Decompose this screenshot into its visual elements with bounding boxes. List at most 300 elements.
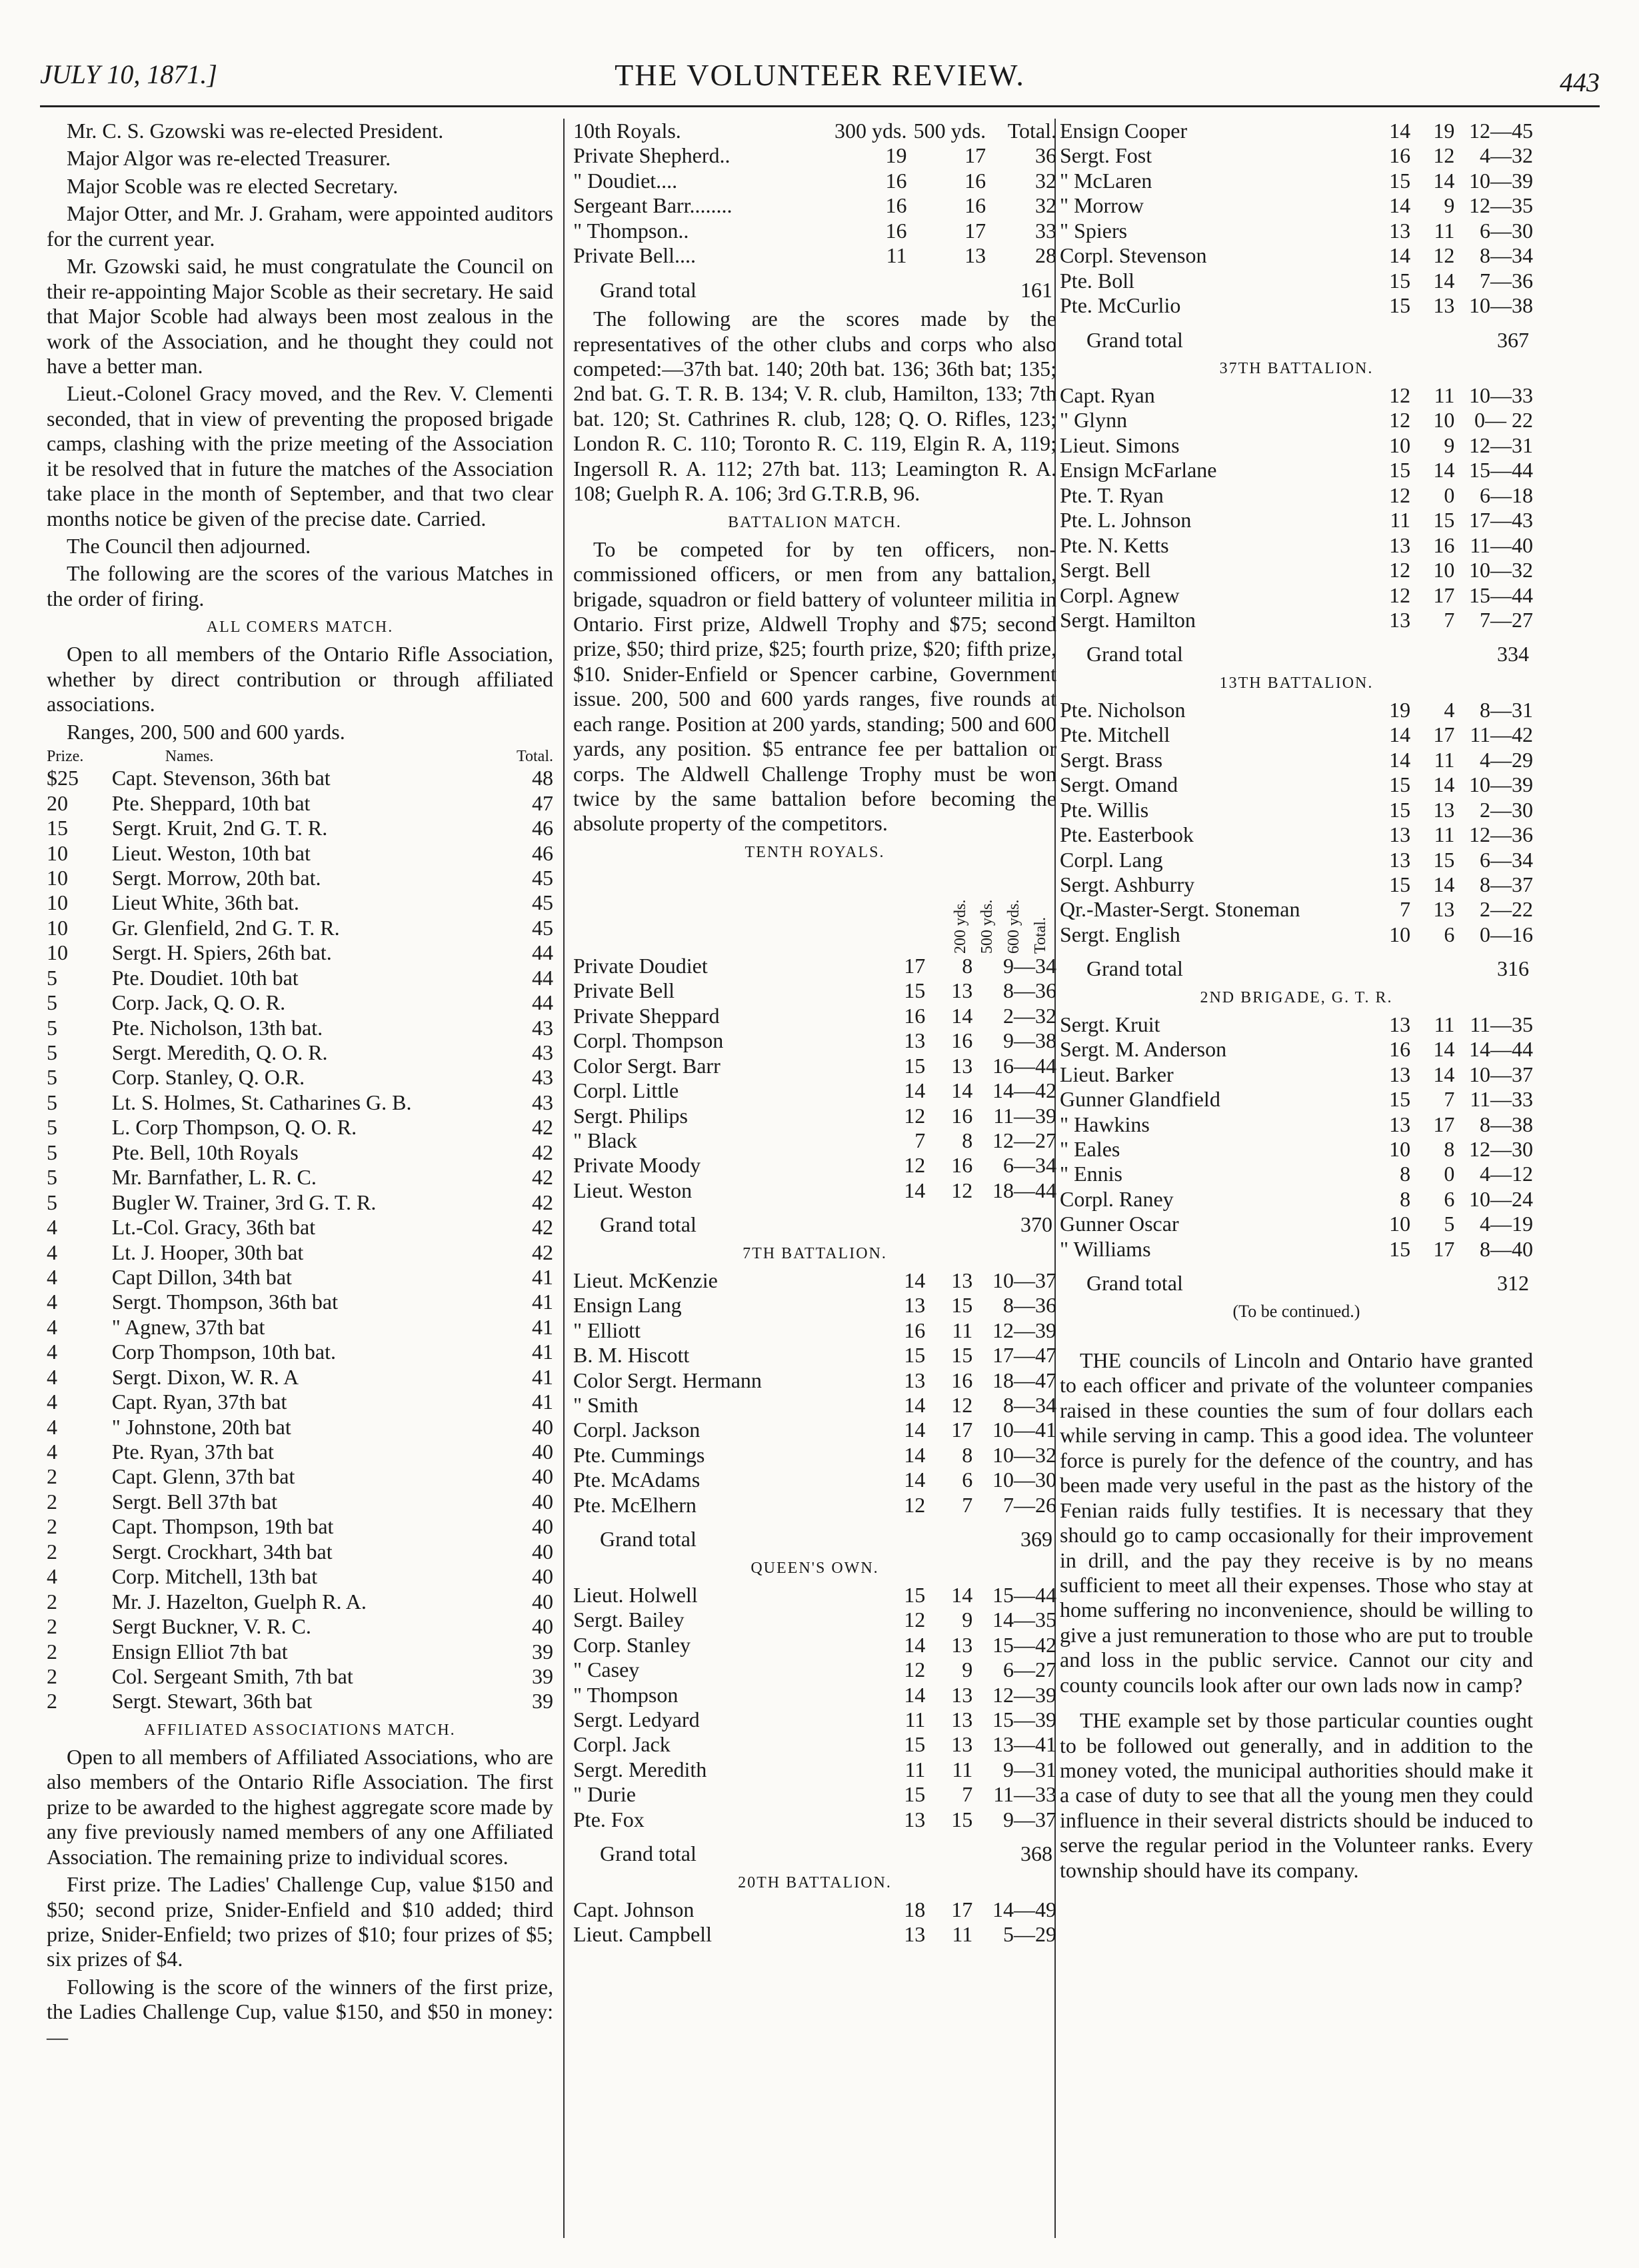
prize-amount: 4 bbox=[47, 1215, 57, 1240]
score-cell: 10 bbox=[1389, 1212, 1411, 1236]
section-title: ALL COMERS MATCH. bbox=[206, 618, 394, 636]
grand-total bbox=[1060, 642, 1533, 666]
table-row bbox=[573, 1004, 1056, 1028]
prize-amount: 5 bbox=[47, 1090, 57, 1114]
score-cell: 7 bbox=[1444, 607, 1455, 632]
score-cell: 9 bbox=[962, 1608, 973, 1632]
score-cell: 6 bbox=[1444, 1186, 1455, 1211]
score-cell: 9 bbox=[1444, 433, 1455, 457]
score-cell: 13 bbox=[951, 1632, 973, 1657]
competitor-name: Sergt. Bell 37th bat bbox=[111, 1489, 277, 1514]
prize-amount: 10 bbox=[47, 865, 68, 890]
score-cell: 4 bbox=[1444, 697, 1455, 722]
prize-amount: 5 bbox=[47, 1115, 57, 1140]
competitor-name: " Spiers bbox=[1060, 218, 1128, 243]
score-cell: 13 bbox=[951, 1682, 973, 1707]
score-cell: 15 bbox=[1389, 168, 1411, 193]
table-row bbox=[1060, 219, 1533, 243]
total-header: Total. bbox=[517, 748, 553, 766]
table-row bbox=[573, 1707, 1056, 1732]
table-row bbox=[1060, 1062, 1533, 1087]
competitor-name: Sergt. Ashburry bbox=[1060, 872, 1195, 896]
score-cell: 12—39 bbox=[992, 1682, 1056, 1707]
score-cell: 13 bbox=[1389, 1062, 1411, 1086]
competitor-name: Lieut. Holwell bbox=[573, 1582, 698, 1607]
score-cell: 14 bbox=[1433, 1037, 1455, 1062]
score-cell: 16 bbox=[885, 218, 907, 243]
paragraph: THE councils of Lincoln and Ontario have granted to each officer and private of the volunteer companies raised in these counties the sum of four dollars each while serving in camp. This a good idea. The volunteer force is purely for the defence of the country, and has been made very useful in the past as the history of the Fenian raids fully testifies. It is necessary that they should go to camp occasionally for their improvement in drill, and the pay they receive is by no means sufficient to meet all their expenses. Those who stay at home suffering no inconvenience, should be willing to give a just remuneration to those who are put to trouble and loss in the public service. Cannot our city and county councils look after our own lads now in camp? bbox=[1060, 1348, 1533, 1697]
competitor-name: " Casey bbox=[573, 1658, 640, 1682]
score-total: 40 bbox=[532, 1614, 553, 1639]
score-cell: 15 bbox=[1389, 772, 1411, 797]
score-cell: 13 bbox=[904, 1368, 926, 1392]
competitor-name: Pte. McCurlio bbox=[1060, 293, 1181, 318]
score-cell: 17—47 bbox=[992, 1343, 1056, 1368]
score-cell: 8 bbox=[962, 1128, 973, 1153]
table-row bbox=[1060, 269, 1533, 293]
competitor-name: Pte. Fox bbox=[573, 1807, 645, 1831]
score-table bbox=[573, 954, 1056, 1203]
score-cell: 16 bbox=[1389, 143, 1411, 168]
prize-amount: 2 bbox=[47, 1539, 57, 1564]
table-row bbox=[47, 1514, 553, 1539]
competitor-name: Corp Thompson, 10th bat. bbox=[111, 1340, 336, 1364]
score-cell: 10 bbox=[1433, 408, 1455, 433]
competitor-name: Pte. Doudiet. 10th bat bbox=[111, 965, 299, 990]
names-header: Names. bbox=[165, 748, 214, 766]
table-row bbox=[1060, 822, 1533, 847]
table-row bbox=[1060, 848, 1533, 872]
score-cell: 16 bbox=[951, 1103, 973, 1128]
score-cell: 8 bbox=[1400, 1162, 1411, 1186]
table-row bbox=[1060, 408, 1533, 433]
score-cell: 13 bbox=[904, 1922, 926, 1947]
grand-total-value: 316 bbox=[1497, 956, 1529, 981]
prize-amount: 4 bbox=[47, 1564, 57, 1589]
paragraph: Following is the score of the winners of the first prize, the Ladies Challenge Cup, value $150, and $50 in money:— bbox=[47, 1974, 553, 2049]
table-row bbox=[1060, 1237, 1533, 1262]
prize-amount: 10 bbox=[47, 890, 68, 915]
score-cell: 8 bbox=[962, 953, 973, 978]
table-row bbox=[47, 1440, 553, 1464]
table-row bbox=[573, 1683, 1056, 1707]
score-cell: 13 bbox=[951, 1268, 973, 1292]
score-cell: 11—42 bbox=[1470, 722, 1533, 747]
score-cell: 4—32 bbox=[1480, 143, 1533, 168]
table-row bbox=[47, 1165, 553, 1190]
score-cell: 9—38 bbox=[1003, 1028, 1056, 1053]
table-row bbox=[1060, 243, 1533, 268]
prize-header: Prize. bbox=[47, 748, 84, 766]
competitor-name: Private Shepherd.. bbox=[573, 143, 731, 168]
competitor-name: Private Moody bbox=[573, 1153, 701, 1178]
paragraph: Open to all members of Affiliated Associations, who are also members of the Ontario Rifle Association. The first prize to be awarded to the highest aggregate score made by any five previously named members of any one Affiliated Association. The remaining prize to individual scores. bbox=[47, 1744, 553, 1869]
score-cell: 14 bbox=[1389, 747, 1411, 772]
table-row bbox=[47, 1590, 553, 1614]
section-title: TENTH ROYALS. bbox=[745, 843, 885, 861]
score-total: 43 bbox=[532, 1040, 553, 1065]
competitor-name: " Eales bbox=[1060, 1136, 1120, 1161]
score-sections bbox=[1060, 119, 1533, 1296]
score-cell: 8—36 bbox=[1003, 978, 1056, 1003]
score-cell: 11—40 bbox=[1470, 533, 1533, 557]
score-cell: 13 bbox=[904, 1807, 926, 1831]
score-total: 42 bbox=[532, 1190, 553, 1214]
competitor-name: Sergt. Omand bbox=[1060, 772, 1178, 797]
table-row bbox=[47, 1315, 553, 1340]
table-row bbox=[47, 1016, 553, 1040]
competitor-name: Pte. T. Ryan bbox=[1060, 483, 1164, 507]
table-row bbox=[1060, 119, 1533, 143]
prize-amount: 2 bbox=[47, 1614, 57, 1639]
score-cell: 10—32 bbox=[992, 1442, 1056, 1467]
score-cell: 7—36 bbox=[1480, 268, 1533, 293]
score-cell: 7 bbox=[962, 1782, 973, 1807]
competitor-name: Gunner Oscar bbox=[1060, 1212, 1179, 1236]
score-cell: 2—22 bbox=[1480, 897, 1533, 922]
score-total: 44 bbox=[532, 965, 553, 990]
score-cell: 12—36 bbox=[1469, 822, 1533, 847]
score-cell: 12—45 bbox=[1469, 119, 1533, 143]
competitor-name: Pte. McElhern bbox=[573, 1492, 697, 1517]
score-total: 45 bbox=[532, 915, 553, 940]
score-cell: 9—34 bbox=[1003, 953, 1056, 978]
score-table bbox=[1060, 698, 1533, 947]
score-cell: 5 bbox=[1444, 1212, 1455, 1236]
competitor-name: " Elliott bbox=[573, 1318, 641, 1342]
table-row bbox=[1060, 1162, 1533, 1186]
paragraph: The Council then adjourned. bbox=[67, 534, 311, 558]
competitor-name: Sergt. Brass bbox=[1060, 747, 1163, 772]
score-cell: 14 bbox=[1433, 872, 1455, 896]
table-row bbox=[573, 978, 1056, 1003]
score-cell: 7 bbox=[914, 1128, 926, 1153]
table-row bbox=[1060, 458, 1533, 483]
grand-total-label: Grand total bbox=[600, 1212, 697, 1237]
table-row bbox=[47, 816, 553, 840]
score-total: 42 bbox=[532, 1240, 553, 1264]
score-cell: 17 bbox=[964, 218, 986, 243]
score-cell: 4—19 bbox=[1480, 1212, 1533, 1236]
score-total: 42 bbox=[532, 1165, 553, 1190]
score-cell: 17 bbox=[951, 1418, 973, 1442]
score-cell: 10—37 bbox=[1469, 1062, 1533, 1086]
header-cell: 10th Royals. bbox=[573, 119, 681, 143]
score-cell: 0 bbox=[1444, 483, 1455, 507]
score-cell: 17 bbox=[951, 1897, 973, 1921]
paragraph: The following are the scores made by the representatives of the other clubs and corps who also competed:—37th bat. 140; 20th bat. 136; 36th bat; 135; 2nd bat. G. T. R. B. 134; V. R. club, Hamilton, 133; 7th bat. 120; St. Cathrines R. club, 128; Q. O. Rifles, 123; London R. C. 110; Toronto R. C. 119, Elgin R. A, 119; Ingersoll R. A. 112; 27th bat. 113; Leamington R. A. 108; Guelph R. A. 106; 3rd G.T.R.B, 96. bbox=[573, 307, 1056, 506]
score-cell: 16 bbox=[964, 168, 986, 193]
score-cell: 28 bbox=[1035, 243, 1056, 268]
score-cell: 17 bbox=[1433, 722, 1455, 747]
score-cell: 10—38 bbox=[1469, 293, 1533, 318]
prize-amount: 5 bbox=[47, 1140, 57, 1164]
grand-total-value: 161 bbox=[1020, 277, 1052, 302]
paragraph: The following are the scores of the various Matches in the order of firing. bbox=[47, 561, 553, 610]
score-cell: 15 bbox=[904, 1582, 926, 1607]
table-row bbox=[573, 1493, 1056, 1518]
table-row bbox=[1060, 508, 1533, 533]
paragraph: First prize. The Ladies' Challenge Cup, value $150 and $50; second prize, Snider-Enfield and $10 added; third prize, Snider-Enfield; two prizes of $10; four prizes of $5; six prizes of $4. bbox=[47, 1872, 553, 1971]
score-total: 48 bbox=[532, 766, 553, 790]
competitor-name: Sergt. Thompson, 36th bat bbox=[111, 1290, 338, 1314]
grand-total bbox=[573, 278, 1056, 303]
score-cell: 0—16 bbox=[1480, 922, 1533, 946]
score-cell: 16 bbox=[904, 1003, 926, 1028]
score-cell: 17 bbox=[904, 953, 926, 978]
table-row bbox=[47, 1090, 553, 1115]
competitor-name: Corpl. Little bbox=[573, 1078, 679, 1103]
score-cell: 11 bbox=[1434, 747, 1455, 772]
table-row bbox=[573, 1178, 1056, 1203]
score-total: 43 bbox=[532, 1065, 553, 1090]
score-table bbox=[573, 1583, 1056, 1832]
competitor-name: Corp. Jack, Q. O. R. bbox=[111, 990, 286, 1015]
prize-amount: 5 bbox=[47, 990, 57, 1015]
paragraph: THE example set by those particular counties ought to be followed out generally, and in addition to the money voted, the municipal authorities should make it a case of duty to see that all the young men they could influence in their several districts should be induced to serve the regular period in the Volunteer ranks. Every township should have its company. bbox=[1060, 1708, 1533, 1882]
competitor-name: Corpl. Stevenson bbox=[1060, 243, 1207, 268]
royals-table bbox=[573, 119, 1056, 269]
table-row bbox=[573, 1897, 1056, 1922]
grand-total-value: 334 bbox=[1497, 642, 1529, 666]
score-cell: 6—30 bbox=[1480, 218, 1533, 243]
score-cell: 14 bbox=[904, 1393, 926, 1418]
competitor-name: Lieut. Barker bbox=[1060, 1062, 1174, 1086]
competitor-name: Pte. Nicholson bbox=[1060, 697, 1186, 722]
score-cell: 7 bbox=[1400, 897, 1411, 922]
score-cell: 11 bbox=[904, 1757, 926, 1781]
score-cell: 6—18 bbox=[1480, 483, 1533, 507]
score-total: 39 bbox=[532, 1639, 553, 1664]
table-row bbox=[1060, 169, 1533, 193]
column-2 bbox=[573, 119, 1056, 1947]
competitor-name: Sergt. Philips bbox=[573, 1103, 688, 1128]
competitor-name: B. M. Hiscott bbox=[573, 1343, 690, 1368]
score-total: 42 bbox=[532, 1140, 553, 1164]
score-cell: 14 bbox=[904, 1268, 926, 1292]
competitor-name: Corpl. Thompson bbox=[573, 1028, 724, 1053]
score-cell: 16 bbox=[1389, 1037, 1411, 1062]
score-cell: 13 bbox=[1433, 293, 1455, 318]
score-cell: 13—41 bbox=[992, 1732, 1056, 1757]
competitor-name: Corpl. Lang bbox=[1060, 847, 1163, 872]
table-row bbox=[47, 1065, 553, 1090]
prize-amount: 15 bbox=[47, 816, 68, 840]
score-cell: 14 bbox=[1389, 119, 1411, 143]
competitor-name: Gunner Glandfield bbox=[1060, 1087, 1220, 1112]
table-row bbox=[573, 1658, 1056, 1682]
score-total: 40 bbox=[532, 1464, 553, 1489]
table-row bbox=[1060, 558, 1533, 582]
header-cell: 500 yds. bbox=[913, 119, 986, 143]
score-cell: 19 bbox=[1433, 119, 1455, 143]
column-headings bbox=[573, 867, 1050, 954]
table-row bbox=[573, 1782, 1056, 1807]
competitor-name: Lt. S. Holmes, St. Catharines G. B. bbox=[111, 1090, 412, 1114]
competitor-name: " McLaren bbox=[1060, 168, 1152, 193]
competitor-name: Private Bell.... bbox=[573, 243, 696, 268]
score-cell: 14—42 bbox=[992, 1078, 1056, 1103]
competitor-name: Sergt. Meredith, Q. O. R. bbox=[111, 1040, 328, 1065]
score-cell: 9—31 bbox=[1003, 1757, 1056, 1781]
score-cell: 10—32 bbox=[1469, 558, 1533, 582]
score-cell: 10—24 bbox=[1469, 1186, 1533, 1211]
table-row bbox=[1060, 1087, 1533, 1112]
competitor-name: Corp. Mitchell, 13th bat bbox=[111, 1564, 318, 1589]
table-row bbox=[573, 143, 1056, 168]
score-cell: 10—30 bbox=[992, 1468, 1056, 1492]
competitor-name: Lieut. Weston, 10th bat bbox=[111, 840, 311, 865]
score-cell: 11 bbox=[1434, 383, 1455, 408]
score-cell: 15—42 bbox=[992, 1632, 1056, 1657]
table-row bbox=[573, 1028, 1056, 1053]
grand-total-value: 368 bbox=[1020, 1841, 1052, 1866]
table-row bbox=[573, 1343, 1056, 1368]
score-total: 40 bbox=[532, 1489, 553, 1514]
score-cell: 8 bbox=[962, 1442, 973, 1467]
table-row bbox=[573, 1757, 1056, 1782]
score-cell: 17 bbox=[1433, 1236, 1455, 1261]
table-row bbox=[47, 1540, 553, 1564]
grand-total bbox=[573, 1527, 1056, 1552]
table-row bbox=[1060, 143, 1533, 168]
competitor-name: " Glynn bbox=[1060, 408, 1128, 433]
score-cell: 15 bbox=[951, 1343, 973, 1368]
table-row bbox=[573, 243, 1056, 268]
score-cell: 14 bbox=[904, 1078, 926, 1103]
table-row bbox=[573, 954, 1056, 978]
competitor-name: " Durie bbox=[573, 1782, 636, 1807]
score-cell: 16 bbox=[1433, 533, 1455, 557]
competitor-name: Corpl. Raney bbox=[1060, 1186, 1174, 1211]
score-cell: 15—44 bbox=[992, 1582, 1056, 1607]
competitor-name: Capt. Johnson bbox=[573, 1897, 695, 1921]
score-cell: 13 bbox=[1433, 797, 1455, 822]
table-row bbox=[573, 1078, 1056, 1103]
table-row bbox=[1060, 533, 1533, 558]
section-title: QUEEN'S OWN. bbox=[751, 1559, 879, 1577]
score-cell: 5—29 bbox=[1003, 1922, 1056, 1947]
score-cell: 12—39 bbox=[992, 1318, 1056, 1342]
table-row bbox=[47, 1340, 553, 1364]
score-table bbox=[1060, 119, 1533, 319]
score-cell: 14 bbox=[904, 1682, 926, 1707]
score-cell: 16 bbox=[904, 1318, 926, 1342]
competitor-name: Ensign Lang bbox=[573, 1293, 682, 1318]
paragraph: Mr. Gzowski said, he must congratulate the Council on their re-appointing Major Scoble as their secretary. He said that Major Scoble had always been most zealous in the work of the Association, and he thought they could not have a better man. bbox=[47, 254, 553, 378]
competitor-name: Pte. Boll bbox=[1060, 268, 1135, 293]
score-cell: 18—44 bbox=[992, 1178, 1056, 1202]
grand-total bbox=[1060, 956, 1533, 981]
competitor-name: Capt Dillon, 34th bat bbox=[111, 1264, 292, 1289]
paragraph: Major Scoble was re elected Secretary. bbox=[67, 173, 399, 198]
grand-total bbox=[1060, 328, 1533, 353]
paragraph: To be competed for by ten officers, non-commissioned officers, or men from any battalion, brigade, squadron or field battery of volunteer militia in Ontario. First prize, Aldwell Trophy and $75; second prize, $50; third prize, $25; fourth prize, $20; fifth prize, $10. Snider-Enfield or Spencer carbine, Government issue. 200, 500 and 600 yards ranges, five rounds at each range. Position at 200 yards, standing; 500 and 600 yards, any position. $5 entrance fee per battalion or corps. The Aldwell Challenge Trophy must be won twice by the same battalion before becoming the absolute property of the competitors. bbox=[573, 537, 1056, 836]
table-row bbox=[47, 841, 553, 866]
competitor-name: " Ennis bbox=[1060, 1162, 1122, 1186]
score-cell: 14 bbox=[904, 1468, 926, 1492]
score-cell: 4—29 bbox=[1480, 747, 1533, 772]
score-cell: 15 bbox=[1433, 847, 1455, 872]
score-cell: 12 bbox=[904, 1658, 926, 1682]
score-cell: 11 bbox=[904, 1707, 926, 1731]
score-cell: 17—43 bbox=[1469, 508, 1533, 533]
table-row bbox=[573, 169, 1056, 193]
competitor-name: Color Sergt. Barr bbox=[573, 1053, 721, 1078]
score-cell: 16 bbox=[951, 1153, 973, 1178]
score-cell: 12 bbox=[951, 1178, 973, 1202]
score-total: 40 bbox=[532, 1440, 553, 1464]
table-row bbox=[573, 1922, 1056, 1947]
competitor-name: Pte. Mitchell bbox=[1060, 722, 1170, 747]
competitor-name: " Thompson.. bbox=[573, 218, 689, 243]
prize-amount: 10 bbox=[47, 940, 68, 965]
score-cell: 13 bbox=[904, 1028, 926, 1053]
score-cell: 13 bbox=[904, 1293, 926, 1318]
table-row bbox=[573, 1293, 1056, 1318]
competitor-name: Lieut. Campbell bbox=[573, 1922, 712, 1947]
table-row bbox=[47, 1390, 553, 1414]
competitor-name: " Thompson bbox=[573, 1682, 679, 1707]
competitor-name: Corp. Stanley, Q. O.R. bbox=[111, 1065, 305, 1090]
score-total: 41 bbox=[532, 1390, 553, 1414]
score-cell: 12 bbox=[1389, 383, 1411, 408]
table-row bbox=[573, 1393, 1056, 1418]
score-cell: 9 bbox=[1444, 193, 1455, 218]
table-row bbox=[573, 1583, 1056, 1608]
table-row bbox=[1060, 433, 1533, 458]
table-row bbox=[47, 1640, 553, 1664]
score-cell: 16 bbox=[964, 193, 986, 218]
score-cell: 13 bbox=[1389, 533, 1411, 557]
score-cell: 15 bbox=[904, 1053, 926, 1078]
score-cell: 11 bbox=[952, 1318, 973, 1342]
prize-amount: 5 bbox=[47, 1190, 57, 1214]
competitor-name: Lieut White, 36th bat. bbox=[111, 890, 299, 915]
score-cell: 0— 22 bbox=[1474, 408, 1533, 433]
table-row bbox=[1060, 1187, 1533, 1212]
section-title: 20TH BATTALION. bbox=[738, 1873, 892, 1891]
table-row bbox=[573, 1468, 1056, 1492]
table-row bbox=[573, 1368, 1056, 1393]
score-cell: 15—44 bbox=[1469, 458, 1533, 483]
score-cell: 10—39 bbox=[1469, 168, 1533, 193]
score-cell: 16—44 bbox=[992, 1053, 1056, 1078]
score-table bbox=[1060, 383, 1533, 632]
prize-amount: 5 bbox=[47, 1165, 57, 1190]
prize-amount: 2 bbox=[47, 1664, 57, 1688]
competitor-name: Mr. J. Hazelton, Guelph R. A. bbox=[111, 1589, 367, 1614]
competitor-name: " Hawkins bbox=[1060, 1112, 1150, 1136]
prize-amount: 5 bbox=[47, 965, 57, 990]
section-title: AFFILIATED ASSOCIATIONS MATCH. bbox=[144, 1721, 456, 1739]
table-row bbox=[573, 1128, 1056, 1153]
prize-table bbox=[47, 747, 553, 1714]
section-title: 37TH BATTALION. bbox=[1219, 359, 1374, 377]
intro-paragraphs bbox=[47, 119, 553, 611]
score-cell: 13 bbox=[1389, 218, 1411, 243]
competitor-name: Pte. Cummings bbox=[573, 1442, 705, 1467]
table-row bbox=[1060, 1212, 1533, 1236]
score-cell: 13 bbox=[964, 243, 986, 268]
score-cell: 14 bbox=[904, 1178, 926, 1202]
score-cell: 4—12 bbox=[1480, 1162, 1533, 1186]
score-total: 40 bbox=[532, 1414, 553, 1439]
competitor-name: Sergt. Hamilton bbox=[1060, 607, 1196, 632]
table-row bbox=[573, 1633, 1056, 1658]
competitor-name: Pte. L. Johnson bbox=[1060, 508, 1192, 533]
score-cell: 14 bbox=[1433, 268, 1455, 293]
